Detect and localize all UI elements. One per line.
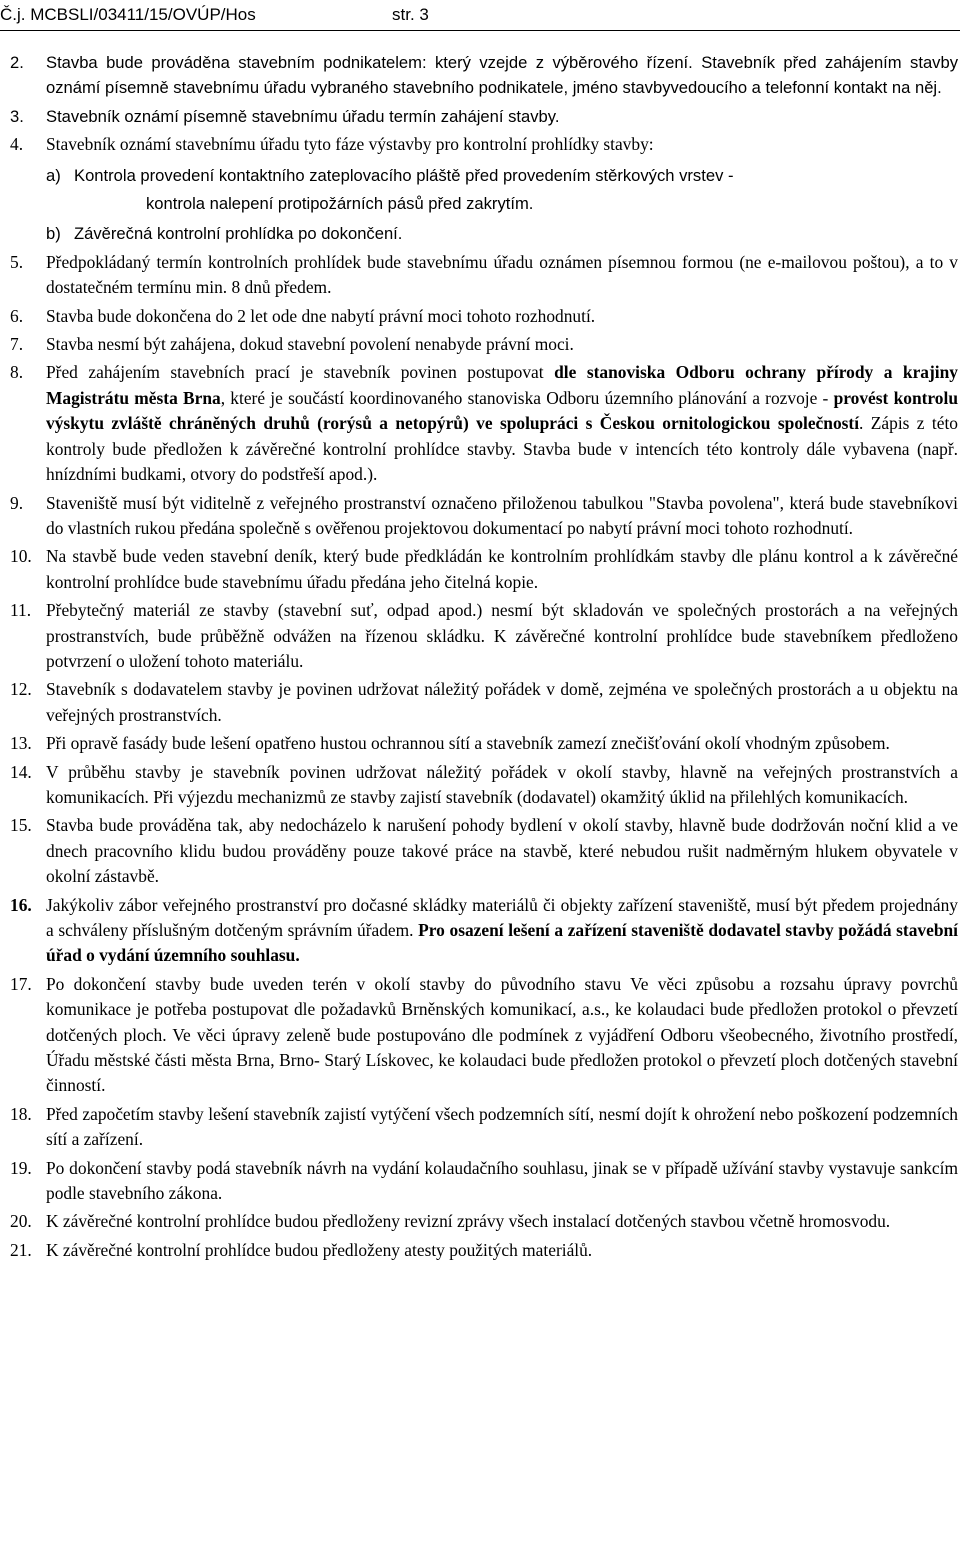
item-text: Stavba bude prováděna stavebním podnikatelem: který vzejde z výběrového řízení. Stavebník před zahájením stavby oznámí písemně stavebnímu úřadu vybraného stavebního podnikatele, jméno stavbyvedoucího a telefonní kontakt na něj. <box>46 53 958 98</box>
page-number: str. 3 <box>392 5 429 24</box>
item-number: 8. <box>10 362 24 383</box>
item-number: 6. <box>10 305 24 326</box>
item-text: Před započetím stavby lešení stavebník zajistí vytýčení všech podzemních sítí, nesmí dojít k ohrožení nebo poškození podzemních sítí a zařízení. <box>46 1103 958 1150</box>
item-text-bold: provést kontrolu výskytu zvláště chráněných druhů (rorýsů a netopýrů) ve spolupráci s Českou ornitologickou společností <box>46 387 959 434</box>
item-text: V průběhu stavby je stavebník povinen udržovat náležitý pořádek v okolí stavby, hlavně na veřejných prostranstvích a komunikacích. Při výjezdu mechanizmů ze stavby zajistí stavebník (dodavatel) okamžitý úklid na přilehlých komunikacích. <box>46 761 958 807</box>
condition-item <box>10 1238 958 1263</box>
item-text: Staveniště musí být viditelně z veřejného prostranství označeno přiloženou tabulkou "Stavba povolena", která bude stavebníkovi do vlastních rukou předána společně s ověřenou projektovou dokumentací po nabytí právní moci tohoto rozhodnutí. <box>46 492 958 538</box>
item-text: Po dokončení stavby bude uveden terén v okolí stavby do původního stavu Ve věci způsobu a rozsahu úpravy povrchů komunikace je potřeba postupovat dle požadavků Brněnských komunikací, a.s., ke kolaudaci bude předložen protokol o převzetí dotčených ploch. Ve věci úpravy zeleně bude postupováno dle podmínek z vyjádření Odboru všeobecného, životního prostředí, Úřadu městské části města Brna, Brno- Starý Lískovec, ke kolaudaci bude předložen protokol o převzetí ploch dotčených stavební činností. <box>46 973 958 1096</box>
condition-item <box>10 1156 958 1207</box>
item-number: 11. <box>10 600 32 621</box>
condition-item <box>10 491 958 542</box>
document-reference: Č.j. MCBSLI/03411/15/OVÚP/Hos <box>0 5 256 24</box>
item-number: 16. <box>10 894 32 915</box>
item-text: K závěrečné kontrolní prohlídce budou předloženy atesty použitých materiálů. <box>46 1239 593 1260</box>
condition-item <box>10 1102 958 1153</box>
item-text: Stavba bude prováděna tak, aby nedocházelo k narušení pohody bydlení v okolí stavby, hlavně bude dodržován noční klid a ve dnech pracovního klidu budou prováděny pouze takové práce na stavbě, které nebudou rušit nadměrným hlukem obyvatele v okolní zástavbě. <box>46 815 958 887</box>
item-text: Stavebník oznámí stavebnímu úřadu tyto fáze výstavby pro kontrolní prohlídky stavby: <box>46 134 654 155</box>
item-text: Při opravě fasády bude lešení opatřeno hustou ochrannou sítí a stavebník zamezí znečišťování okolí vhodným způsobem. <box>46 733 890 754</box>
condition-item <box>10 598 958 674</box>
condition-item <box>10 893 958 969</box>
sub-item-text: Kontrola provedení kontaktního zateplovacího pláště před provedením stěrkových vrstev - <box>74 165 734 185</box>
item-text: Na stavbě bude veden stavební deník, který bude předkládán ke kontrolním prohlídkám stavby dle plánu kontrol a k závěrečné kontrolní prohlídce bude stavebnímu úřadu předána jeho čitelná kopie. <box>46 546 958 592</box>
item-text: Po dokončení stavby podá stavebník návrh na vydání kolaudačního souhlasu, jinak se v případě užívání stavby vystavuje sankcím podle stavebního zákona. <box>46 1157 958 1204</box>
condition-item <box>10 250 958 301</box>
item-number: 14. <box>10 761 32 782</box>
item-text: Stavba nesmí být zahájena, dokud stavební povolení nenabyde právní moci. <box>46 334 574 355</box>
item-text: Jakýkoliv zábor veřejného prostranství pro dočasné skládky materiálů či objekty zařízení staveniště, musí být předem projednány a schváleny příslušným dotčeným správním úřadem. <box>46 894 958 940</box>
item-text-bold: Pro osazení lešení a zařízení staveniště dodavatel stavby požádá stavební úřad o vydání územního souhlasu. <box>46 920 958 966</box>
item-number: 10. <box>10 546 32 567</box>
condition-item <box>10 760 958 811</box>
condition-item <box>10 104 958 129</box>
condition-item <box>10 677 958 728</box>
item-number: 7. <box>10 334 24 355</box>
item-text: Stavba bude dokončena do 2 let ode dne nabytí právní moci tohoto rozhodnutí. <box>46 305 596 326</box>
item-number: 4. <box>10 134 24 155</box>
condition-item <box>10 731 958 756</box>
item-number: 5. <box>10 251 24 272</box>
condition-item <box>10 132 958 247</box>
sub-item-continuation: kontrola nalepení protipožárních pásů před zakrytím. <box>146 194 534 214</box>
item-text: K závěrečné kontrolní prohlídce budou předloženy revizní zprávy všech instalací dotčených stavbou včetně hromosvodu. <box>46 1211 891 1232</box>
item-number: 20. <box>10 1211 32 1232</box>
condition-item <box>10 544 958 595</box>
item-text: , které je součástí koordinovaného stanoviska Odboru územního plánování a rozvoje - <box>220 387 834 408</box>
condition-item <box>10 304 958 329</box>
item-text: Stavebník oznámí písemně stavebnímu úřadu termín zahájení stavby. <box>46 106 560 126</box>
condition-item <box>10 1209 958 1234</box>
condition-item <box>10 813 958 889</box>
condition-item <box>10 972 958 1099</box>
condition-item <box>10 50 958 101</box>
item-number: 19. <box>10 1157 32 1178</box>
page-header <box>0 0 960 31</box>
item-text-bold: dle stanoviska Odboru ochrany přírody a krajiny Magistrátu města Brna <box>46 362 958 408</box>
item-number: 15. <box>10 815 32 836</box>
item-text: Stavebník s dodavatelem stavby je povinen udržovat náležitý pořádek v domě, zejména ve společných prostorách a u objektu na veřejných prostranstvích. <box>46 679 958 725</box>
condition-item <box>10 360 958 487</box>
item-number: 13. <box>10 733 32 754</box>
sub-item-letter: a) <box>46 165 61 185</box>
condition-item <box>10 332 958 357</box>
document-body <box>10 50 958 1266</box>
item-text: Před zahájením stavebních prací je stavebník povinen postupovat <box>46 362 555 383</box>
sub-item-a <box>46 163 958 217</box>
sub-item-b <box>46 221 958 246</box>
item-number: 2. <box>10 53 24 72</box>
item-text: . Zápis z této kontroly bude předložen k závěrečné kontrolní prohlídce stavby. Stavba bude v intencích této kontroly dále vybavena (např. hnízdními budkami, otvory do podstřeší apod.). <box>46 413 958 485</box>
sub-item-text: Závěrečná kontrolní prohlídka po dokončení. <box>74 224 403 244</box>
item-number: 17. <box>10 973 32 994</box>
item-number: 12. <box>10 679 32 700</box>
sub-item-letter: b) <box>46 224 61 244</box>
item-number: 9. <box>10 492 24 513</box>
item-number: 3. <box>10 106 24 126</box>
item-text: Předpokládaný termín kontrolních prohlídek bude stavebnímu úřadu oznámen písemnou formou (ne e-mailovou poštou), a to v dostatečném termínu min. 8 dnů předem. <box>46 251 958 298</box>
item-number: 18. <box>10 1103 32 1124</box>
item-text: Přebytečný materiál ze stavby (stavební suť, odpad apod.) nesmí být skladován ve společných prostorách a na veřejných prostranstvích, bude průběžně odvážen na řízenou skládku. K závěrečné kontrolní prohlídce bude stavebníkem předloženo potvrzení o uložení tohoto materiálu. <box>46 600 958 671</box>
item-number: 21. <box>10 1239 32 1260</box>
